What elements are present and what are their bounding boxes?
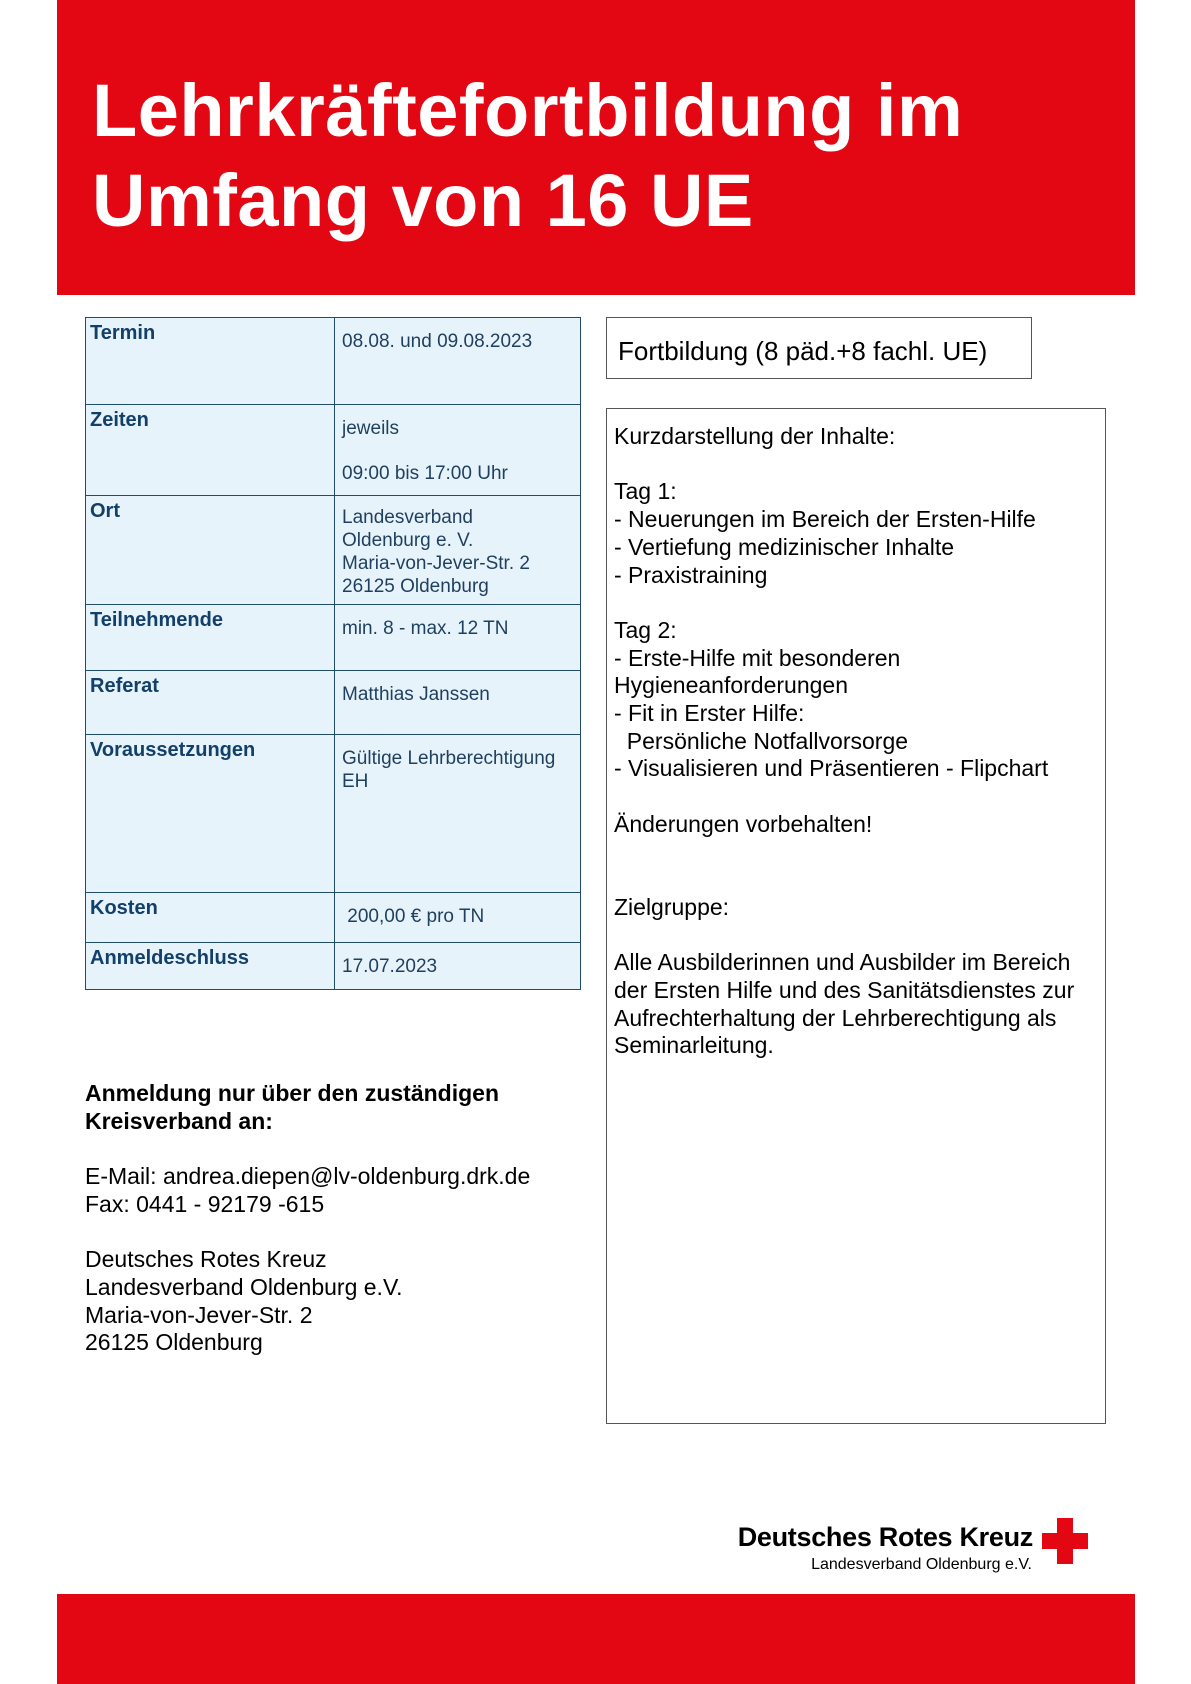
- value-line: Maria-von-Jever-Str. 2: [342, 553, 530, 574]
- day2-item: - Fit in Erster Hilfe:: [614, 700, 805, 726]
- value-line: 200,00 € pro TN: [342, 906, 485, 927]
- registration-heading: Anmeldung nur über den zuständigen: [85, 1080, 499, 1106]
- row-value-termin: [335, 318, 581, 405]
- row-value-zeiten: [335, 405, 581, 496]
- content-box: [606, 408, 1106, 1424]
- row-label-termin: Termin: [86, 318, 335, 405]
- title-line-2: Umfang von 16 UE: [92, 159, 754, 242]
- day2-title: Tag 2:: [614, 616, 677, 643]
- day2-item: - Visualisieren und Präsentieren - Flipchart: [614, 755, 1049, 782]
- registration-heading: Kreisverband an:: [85, 1107, 273, 1134]
- spacer: [614, 783, 1097, 811]
- day1-item: - Praxistraining: [614, 561, 768, 588]
- value-line: 26125 Oldenburg: [342, 576, 489, 597]
- spacer: [614, 839, 1097, 867]
- row-value-referat: [335, 671, 581, 735]
- spacer: [614, 922, 1097, 950]
- value-line: min. 8 - max. 12 TN: [342, 618, 509, 639]
- logo-subtitle: Landesverband Oldenburg e.V.: [811, 1556, 1032, 1573]
- value-line: 09:00 bis 17:00 Uhr: [342, 463, 508, 484]
- row-value-teilnehmende: [335, 605, 581, 671]
- table-row: [86, 405, 581, 496]
- spacer: [614, 451, 1097, 479]
- value-line: Gültige Lehrberechtigung: [342, 748, 556, 769]
- zielgruppe-line: Alle Ausbilderinnen und Ausbilder im Bereich: [614, 949, 1071, 976]
- address-line: Landesverband Oldenburg e.V.: [85, 1273, 403, 1300]
- table-row: [86, 605, 581, 671]
- row-label-voraussetzungen: Voraussetzungen: [86, 735, 335, 893]
- page-title: [92, 66, 1092, 246]
- day1-item: - Vertiefung medizinischer Inhalte: [614, 533, 955, 560]
- table-row: [86, 735, 581, 893]
- row-label-teilnehmende: Teilnehmende: [86, 605, 335, 671]
- day2-item: - Erste-Hilfe mit besonderen: [614, 644, 901, 671]
- footer-band: [57, 1594, 1135, 1684]
- info-table: [85, 317, 581, 990]
- value-line: Matthias Janssen: [342, 684, 490, 705]
- content-heading: Kurzdarstellung der Inhalte:: [614, 423, 896, 449]
- email-text: E-Mail: andrea.diepen@lv-oldenburg.drk.de: [85, 1163, 531, 1190]
- day2-item: Hygieneanforderungen: [614, 672, 849, 699]
- zielgruppe-line: der Ersten Hilfe und des Sanitätsdienstes zur: [614, 976, 1075, 1003]
- row-value-kosten: [335, 893, 581, 943]
- red-cross-icon: [1042, 1518, 1088, 1564]
- address-line: Maria-von-Jever-Str. 2: [85, 1301, 313, 1328]
- day1-item: - Neuerungen im Bereich der Ersten-Hilfe: [614, 506, 1036, 533]
- table-row: [86, 893, 581, 943]
- value-line: Oldenburg e. V.: [342, 530, 474, 551]
- table-row: [86, 671, 581, 735]
- value-gap: [342, 440, 576, 462]
- table-row: [86, 943, 581, 990]
- title-line-1: Lehrkräftefortbildung im: [92, 69, 964, 152]
- row-value-anmeldeschluss: [335, 943, 581, 990]
- address-line: Deutsches Rotes Kreuz: [85, 1246, 327, 1273]
- row-value-voraussetzungen: [335, 735, 581, 893]
- spacer: [85, 1135, 605, 1163]
- value-line: EH: [342, 771, 369, 792]
- logo-name: Deutsches Rotes Kreuz: [737, 1522, 1033, 1552]
- address-line: 26125 Oldenburg: [85, 1329, 263, 1356]
- registration-section: [85, 1080, 605, 1357]
- spacer: [85, 1219, 605, 1247]
- row-label-kosten: Kosten: [86, 893, 335, 943]
- row-label-anmeldeschluss: Anmeldeschluss: [86, 943, 335, 990]
- zielgruppe-line: Seminarleitung.: [614, 1032, 774, 1059]
- table-row: [86, 496, 581, 605]
- drk-logo: [700, 1518, 1090, 1584]
- day2-item: Persönliche Notfallvorsorge: [614, 727, 909, 754]
- zielgruppe-line: Aufrechterhaltung der Lehrberechtigung als: [614, 1004, 1057, 1031]
- value-line: Landesverband: [342, 507, 473, 528]
- row-value-ort: [335, 496, 581, 605]
- value-line: 17.07.2023: [342, 956, 438, 977]
- value-line: jeweils: [342, 418, 400, 439]
- spacer: [614, 589, 1097, 617]
- fortbildung-box: Fortbildung (8 päd.+8 fachl. UE): [606, 317, 1032, 379]
- change-note: Änderungen vorbehalten!: [614, 810, 873, 837]
- spacer: [614, 866, 1097, 894]
- table-row: [86, 318, 581, 405]
- fax-text: Fax: 0441 - 92179 -615: [85, 1190, 325, 1217]
- zielgruppe-title: Zielgruppe:: [614, 893, 730, 920]
- row-label-zeiten: Zeiten: [86, 405, 335, 496]
- row-label-referat: Referat: [86, 671, 335, 735]
- value-line: 08.08. und 09.08.2023: [342, 331, 533, 352]
- row-label-ort: Ort: [86, 496, 335, 605]
- day1-title: Tag 1:: [614, 478, 677, 505]
